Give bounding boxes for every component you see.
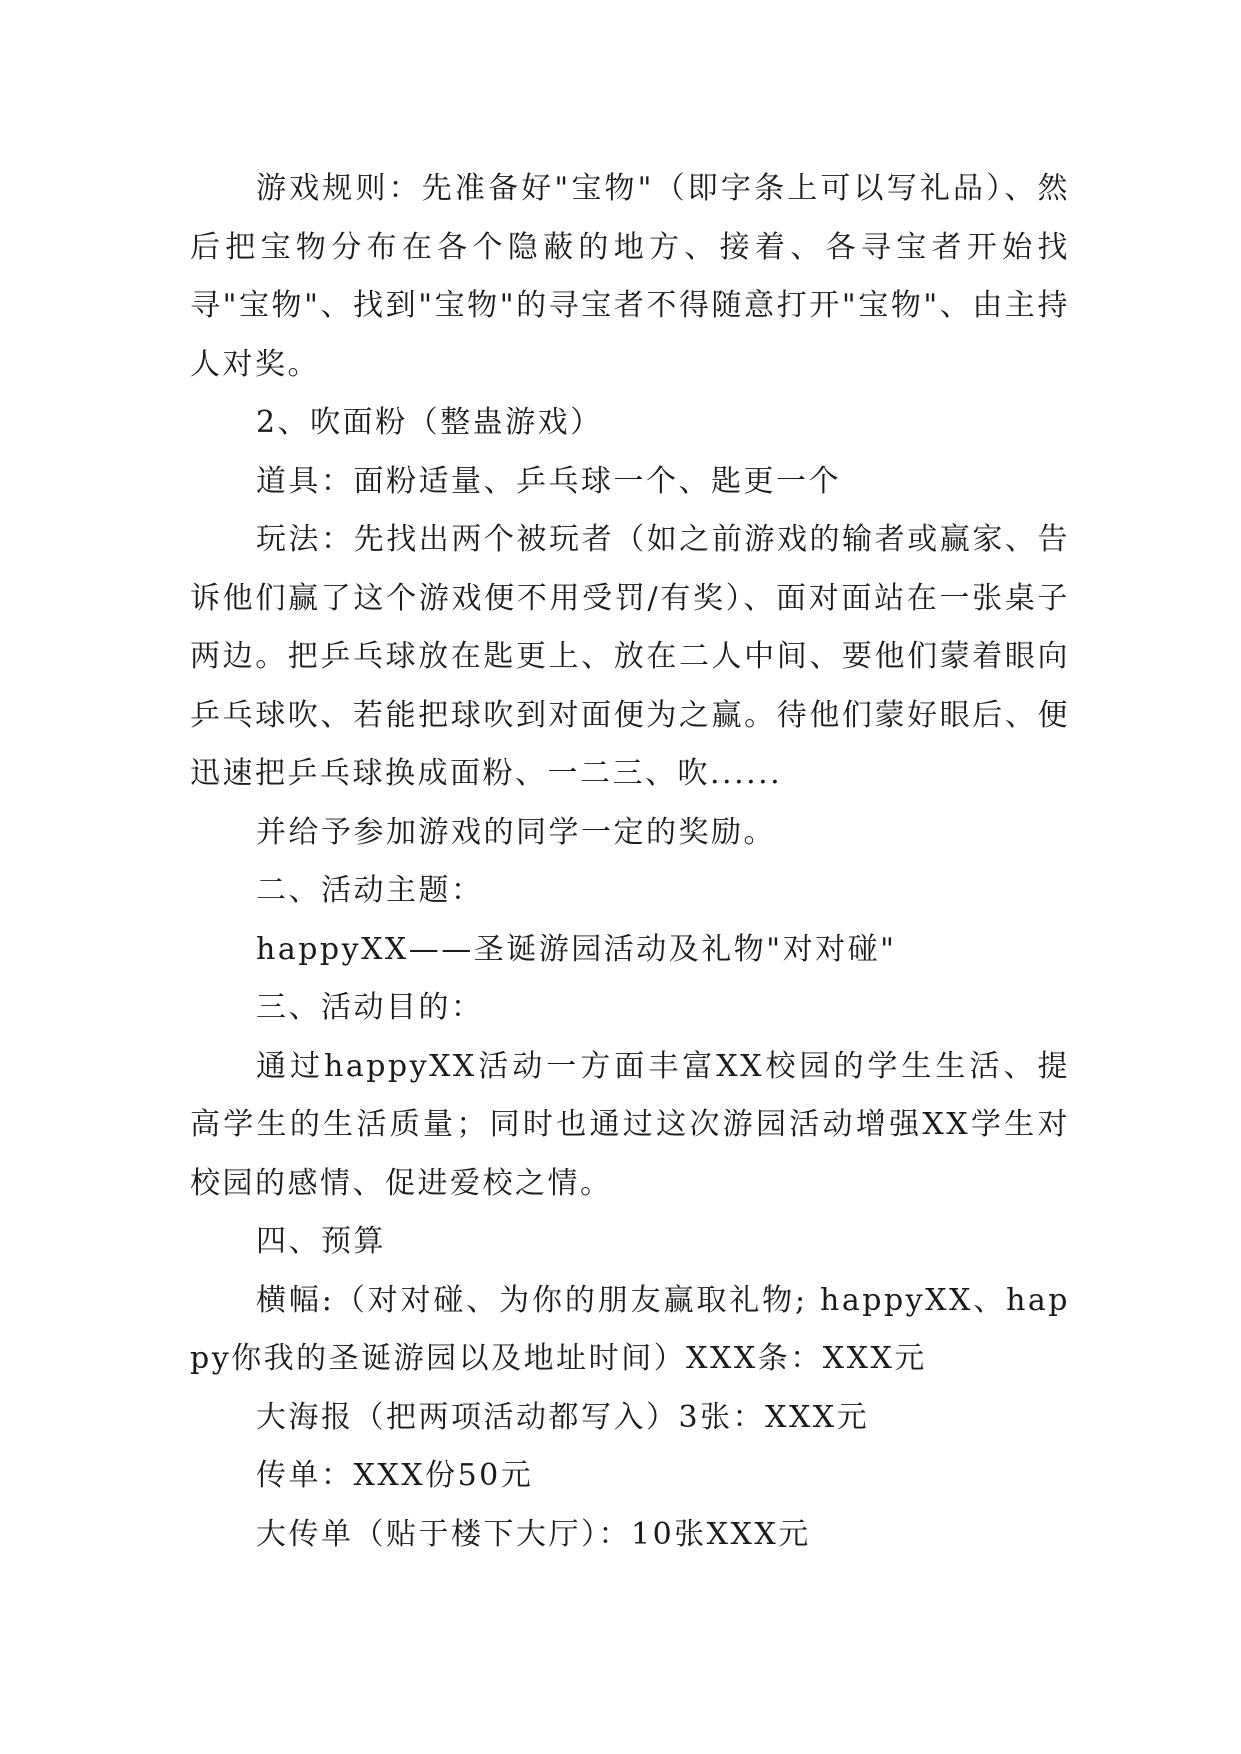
paragraph-reward: 并给予参加游戏的同学一定的奖励。 bbox=[256, 814, 776, 850]
heading-budget: 四、预算 bbox=[256, 1224, 386, 1259]
paragraph-props: 道具：面粉适量、乒乓球一个、匙更一个 bbox=[256, 463, 841, 499]
heading-activity-theme: 二、活动主题： bbox=[256, 873, 484, 908]
heading-activity-purpose: 三、活动目的： bbox=[256, 990, 484, 1025]
budget-item-poster: 大海报（把两项活动都写入）3张：XXX元 bbox=[256, 1399, 870, 1435]
paragraph-flour-game-title: 2、吹面粉（整蛊游戏） bbox=[256, 405, 603, 440]
paragraph-purpose: 通过happyXX活动一方面丰富XX校园的学生生活、提高学生的生活质量；同时也通过这次游园活动增强XX学生对校园的感情、促进爱校之情。 bbox=[190, 1048, 1070, 1201]
budget-item-flyer: 传单：XXX份50元 bbox=[256, 1458, 534, 1493]
paragraph-theme: happyXX——圣诞游园活动及礼物"对对碰" bbox=[256, 931, 897, 967]
document-body bbox=[190, 160, 1070, 1564]
paragraph-gameplay: 玩法：先找出两个被玩者（如之前游戏的输者或赢家、告诉他们赢了这个游戏便不用受罚/有奖）、面对面站在一张桌子两边。把乒乓球放在匙更上、放在二人中间、要他们蒙着眼向乒乓球吹、若能把球吹到对面便为之赢。待他们蒙好眼后、便迅速把乒乓球换成面粉、一二三、吹...... bbox=[190, 522, 1070, 791]
paragraph-game-rules: 游戏规则：先准备好"宝物"（即字条上可以写礼品）、然后把宝物分布在各个隐蔽的地方、接着、各寻宝者开始找寻"宝物"、找到"宝物"的寻宝者不得随意打开"宝物"、由主持人对奖。 bbox=[190, 171, 1070, 382]
budget-item-large-flyer: 大传单（贴于楼下大厅）：10张XXX元 bbox=[256, 1516, 811, 1552]
budget-item-banner: 横幅:（对对碰、为你的朋友赢取礼物; happyXX、happy你我的圣诞游园以及地址时间）XXX条：XXX元 bbox=[190, 1282, 1070, 1376]
